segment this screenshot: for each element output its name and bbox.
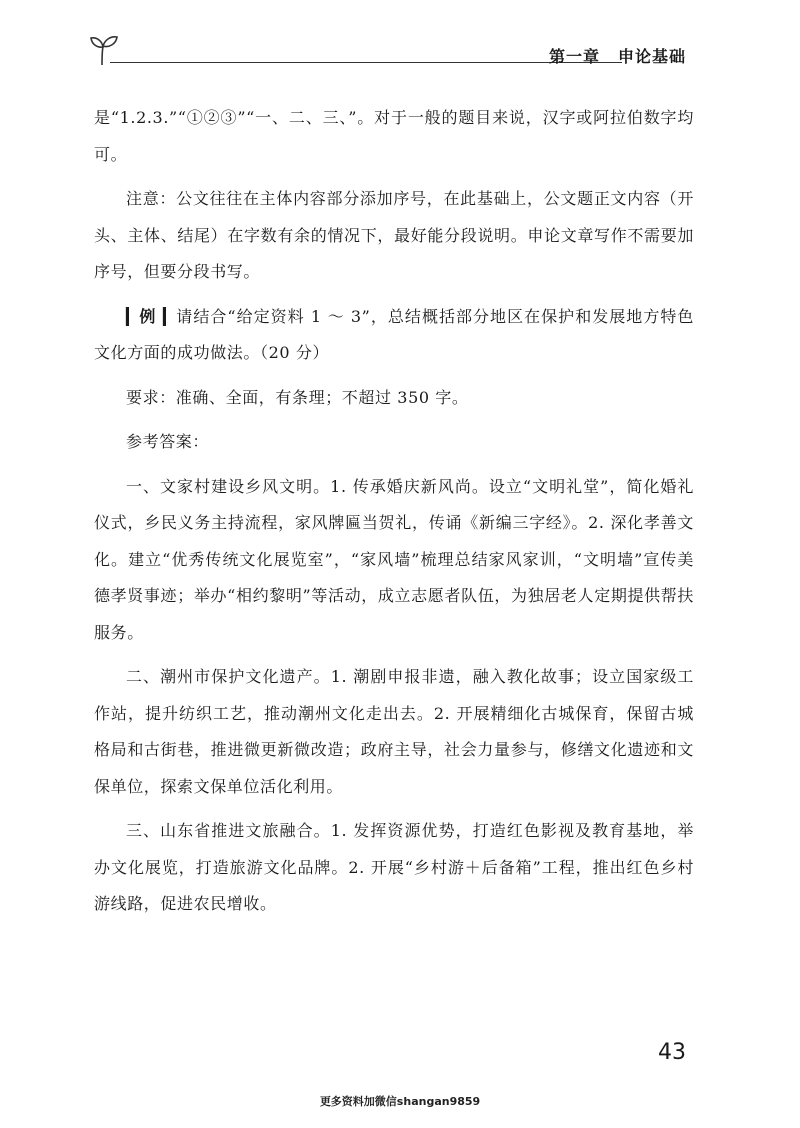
sprout-icon [88, 32, 120, 66]
answer-label: 参考答案： [126, 432, 210, 451]
header-rule [110, 62, 622, 63]
example-requirement: 要求：准确、全面，有条理；不超过 350 字。 [126, 387, 469, 407]
answer-paragraph: 二、潮州市保护文化遗产。1. 潮剧申报非遗，融入教化故事；设立国家级工作站，提升纺织工艺，推动潮州文化走出去。2. 开展精细化古城保育，保留古城格局和古街巷，推进微更新微改造；政府主导，社会力量参与，修缮文化遗迹和文保单位，探索文保单位活化利用。 [94, 667, 694, 796]
chapter-label: 第一章 [548, 47, 600, 66]
header-title [549, 44, 686, 67]
footer-watermark-text: 更多资料加微信shangan9859 [319, 1095, 481, 1108]
page-number: 43 [658, 1040, 686, 1065]
body-text [94, 100, 694, 931]
example-mark: ▎例 ▎ [126, 306, 176, 326]
paragraph-numbering: 是“1.2.3.”“①②③”“一、二、三、”。对于一般的题目来说，汉字或阿拉伯数字均可。 [94, 108, 694, 164]
answer-paragraph: 三、山东省推进文旅融合。1. 发挥资源优势，打造红色影视及教育基地，举办文化展览，打造旅游文化品牌。2. 开展“乡村游＋后备箱”工程，推出红色乡村游线路，促进农民增收。 [94, 821, 694, 913]
answer-paragraph: 一、文家村建设乡风文明。1. 传承婚庆新风尚。设立“文明礼堂”，简化婚礼仪式，乡民义务主持流程，家风牌匾当贺礼，传诵《新编三字经》。2. 深化孝善文化。建立“优秀传统文化展览室”，“家风墙”梳理总结家风家训，“文明墙”宣传美德孝贤事迹；举办“相约黎明”等活动，成立志愿者队伍，为独居老人定期提供帮扶服务。 [94, 476, 694, 642]
paragraph-note: 注意：公文往往在主体内容部分添加序号，在此基础上，公文题正文内容（开头、主体、结尾）在字数有余的情况下，最好能分段说明。申论文章写作不需要加序号，但要分段书写。 [94, 189, 694, 281]
example-question [94, 299, 694, 372]
section-label: 申论基础 [617, 47, 686, 66]
example-question-text: 请结合“给定资料 1 ～ 3”，总结概括部分地区在保护和发展地方特色文化方面的成功做法。（20 分） [94, 306, 694, 362]
running-header [88, 30, 700, 70]
